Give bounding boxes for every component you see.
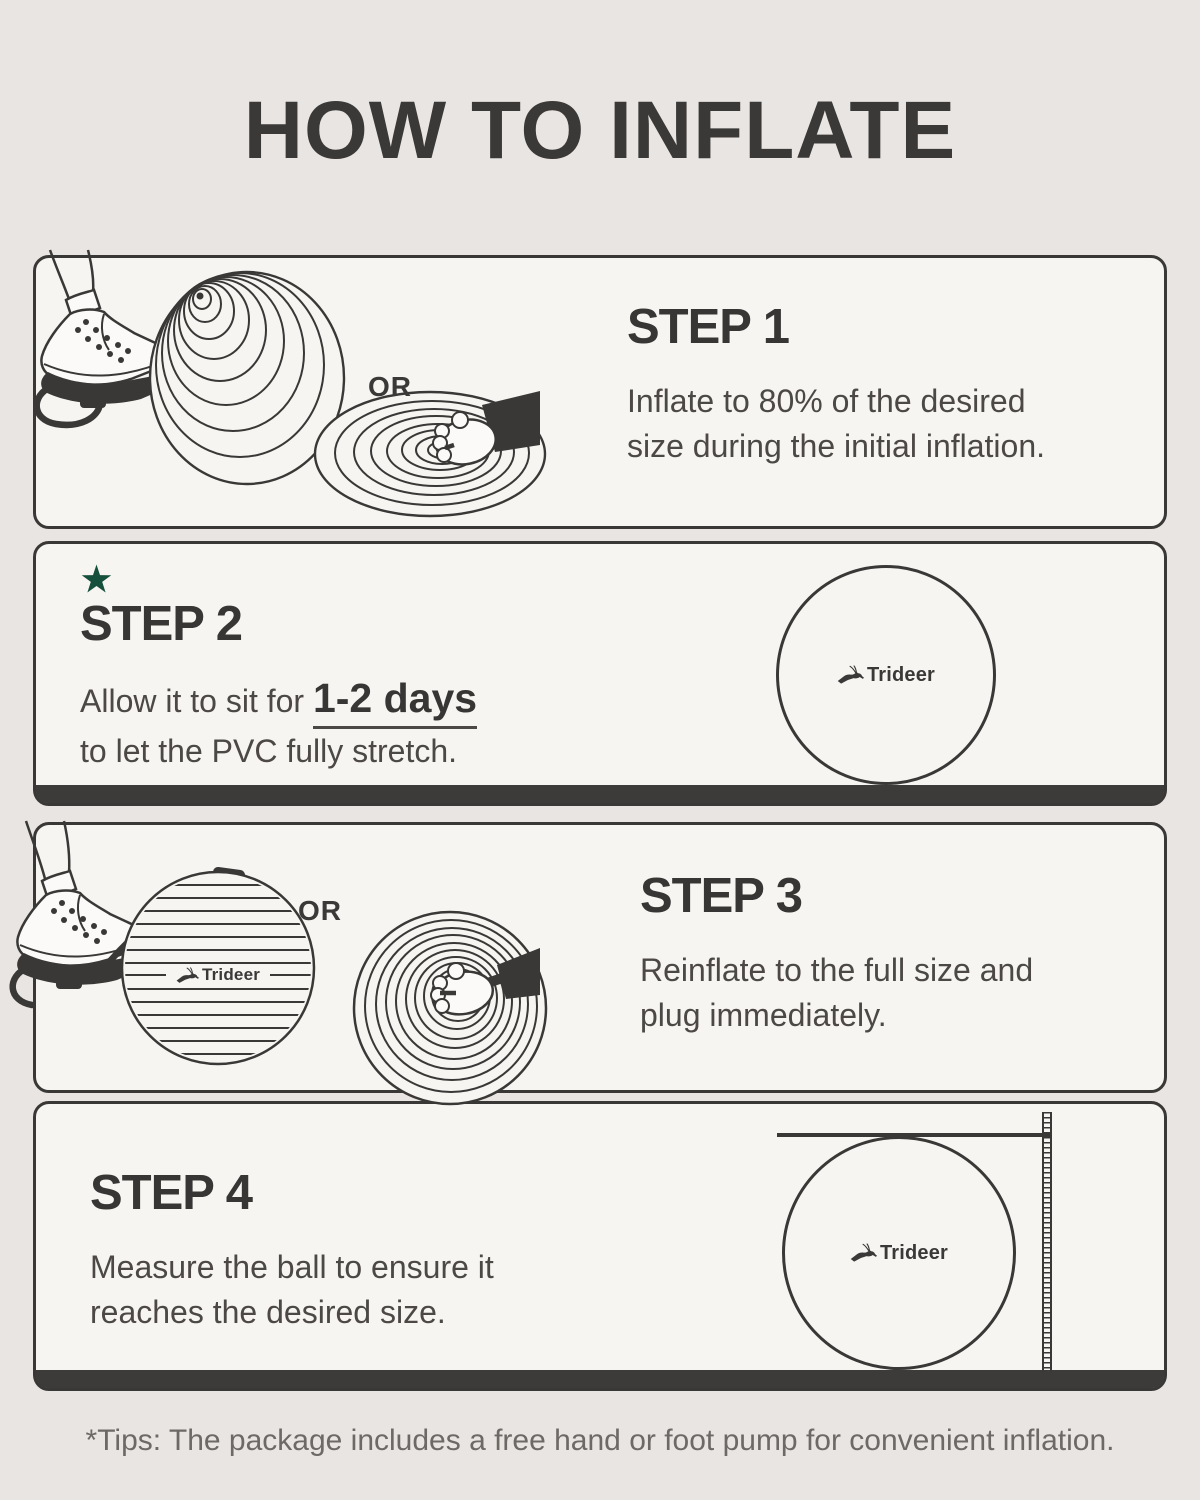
step-1-card bbox=[33, 255, 1167, 529]
exercise-ball-resting bbox=[776, 565, 996, 785]
step-4-card bbox=[33, 1101, 1167, 1391]
step-3-heading: STEP 3 bbox=[640, 869, 802, 923]
deer-icon bbox=[837, 665, 864, 685]
step-2-description bbox=[80, 676, 477, 776]
trideer-logo bbox=[176, 965, 260, 985]
step-2-text-prefix: Allow it to sit for bbox=[80, 682, 313, 719]
trideer-logo bbox=[850, 1242, 948, 1265]
step-4-description: Measure the ball to ensure it reaches the desired size. bbox=[90, 1248, 494, 1330]
exercise-ball-measured bbox=[782, 1136, 1016, 1370]
step-3-text-block bbox=[640, 869, 1033, 1038]
brand-name: Trideer bbox=[201, 965, 261, 984]
or-label: OR bbox=[368, 371, 412, 402]
foot-pump-and-hand-pump-deflated-ball-illustration bbox=[36, 258, 636, 523]
or-label: OR bbox=[298, 895, 342, 926]
brand-name: Trideer bbox=[879, 1241, 949, 1264]
step-1-description: Inflate to 80% of the desired size during the initial inflation. bbox=[627, 382, 1046, 464]
brand-name: Trideer bbox=[866, 663, 936, 686]
step-1-text-block bbox=[627, 300, 1045, 469]
foot-pump-and-hand-pump-full-ball-illustration bbox=[36, 825, 636, 1090]
deer-icon bbox=[176, 967, 199, 984]
tips-note: *Tips: The package includes a free hand or foot pump for convenient inflation. bbox=[85, 1424, 1115, 1457]
trideer-logo bbox=[837, 664, 935, 687]
step-2-card bbox=[33, 541, 1167, 806]
step-1-heading: STEP 1 bbox=[627, 300, 789, 354]
step-3-card bbox=[33, 822, 1167, 1093]
deer-icon bbox=[850, 1243, 877, 1263]
step-2-text-block bbox=[80, 597, 477, 776]
step-2-highlight: 1-2 days bbox=[313, 675, 477, 729]
step-4-text-block bbox=[90, 1166, 494, 1335]
step-4-heading: STEP 4 bbox=[90, 1166, 252, 1220]
measuring-tape bbox=[1042, 1112, 1052, 1372]
star-icon bbox=[81, 564, 112, 596]
page-title: HOW TO INFLATE bbox=[243, 85, 957, 176]
step-2-heading: STEP 2 bbox=[80, 597, 242, 651]
floor-bar bbox=[36, 1370, 1164, 1388]
step-3-description: Reinflate to the full size and plug immediately. bbox=[640, 951, 1034, 1033]
floor-bar bbox=[36, 785, 1164, 803]
step-2-text-line2: to let the PVC fully stretch. bbox=[80, 732, 458, 769]
